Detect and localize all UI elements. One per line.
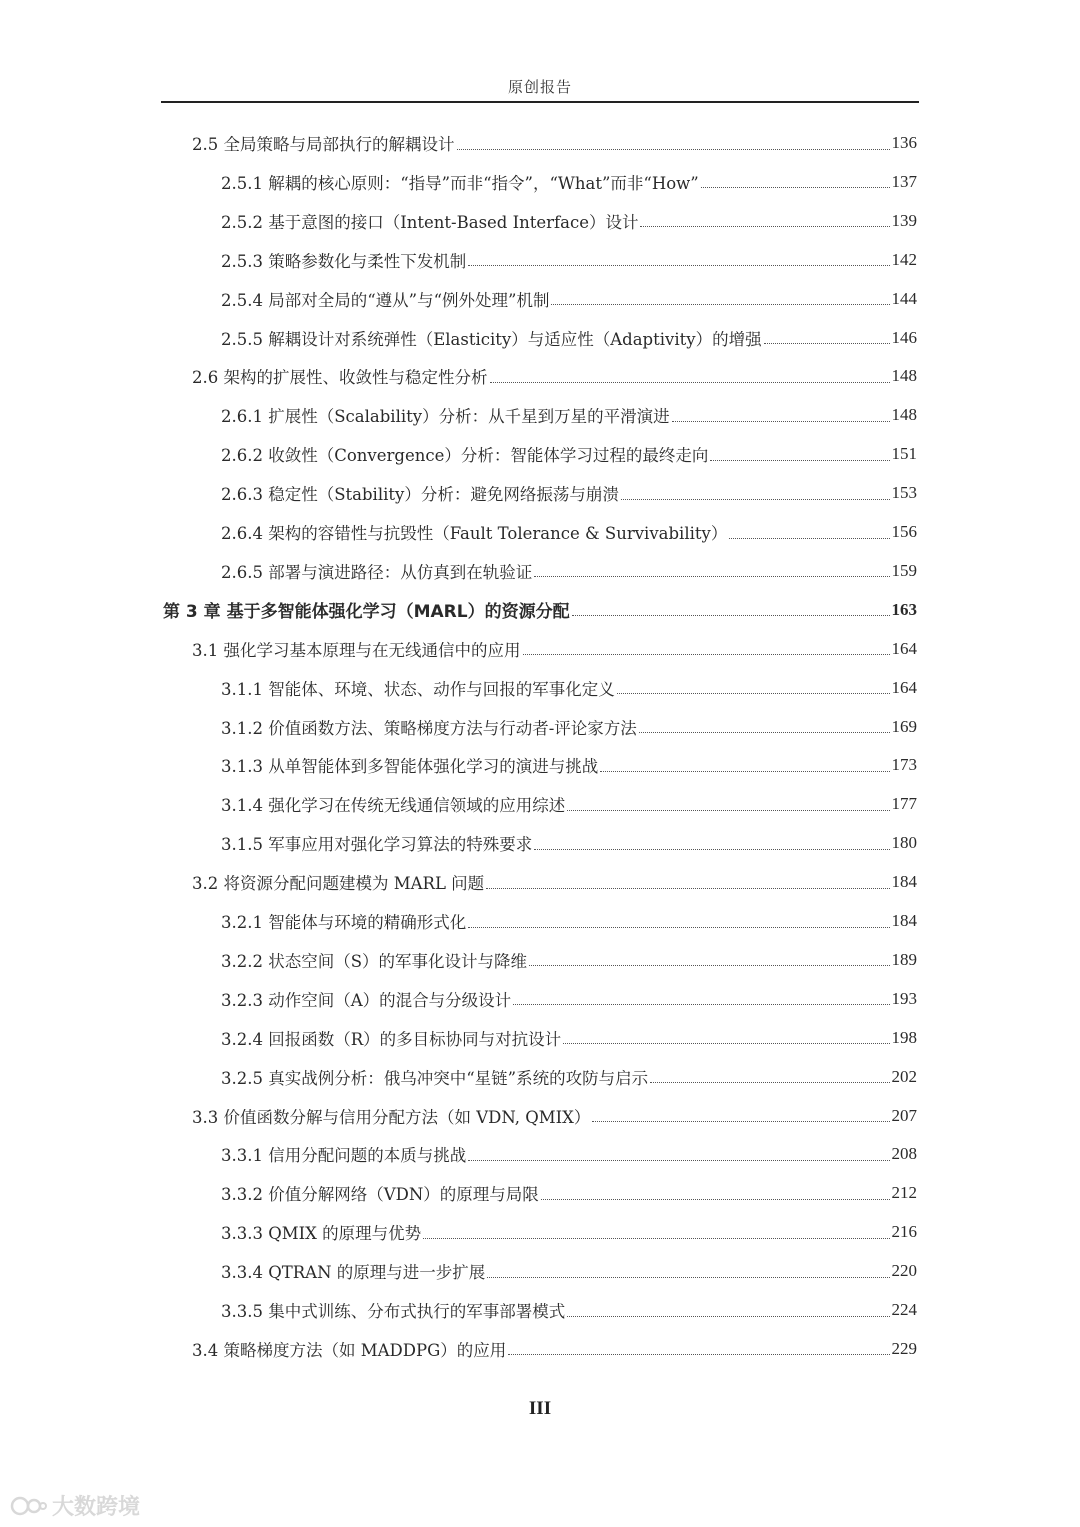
dot-leader [567,810,889,811]
dot-leader [541,1199,890,1200]
toc-entry-page: 153 [891,483,917,503]
dot-leader [423,1238,889,1239]
page-number: III [528,1398,552,1419]
dot-leader [640,226,889,227]
toc-entry-title: 2.6.1 扩展性（Scalability）分析：从千星到万星的平滑演进 [221,407,670,427]
toc-entry[interactable] [192,863,917,901]
dot-leader [513,1004,889,1005]
toc-entry-title: 3.3.3 QMIX 的原理与优势 [221,1224,422,1244]
toc-entry-page: 163 [891,599,917,619]
toc-entry-page: 189 [891,949,917,969]
dot-leader [764,343,890,344]
toc-entry-title: 3.1.2 价值函数方法、策略梯度方法与行动者-评论家方法 [221,718,637,738]
toc-entry[interactable] [221,824,917,862]
toc-entry-page: 177 [891,794,917,814]
toc-entry-page: 184 [891,911,917,930]
toc-entry-title: 2.6 架构的扩展性、收敛性与稳定性分析 [192,368,488,388]
toc-entry[interactable] [221,708,917,746]
toc-entry-title: 3.2.1 智能体与环境的精确形式化 [221,913,467,932]
toc-entry[interactable] [192,1097,917,1135]
toc-entry-page: 137 [891,171,917,191]
toc-entry[interactable] [192,1330,917,1368]
toc-entry[interactable] [221,1058,917,1096]
toc-entry-title: 3.3.4 QTRAN 的原理与进一步扩展 [221,1263,486,1283]
toc-entry-title: 3.1.4 强化学习在传统无线通信领域的应用综述 [221,796,566,816]
toc-entry-page: 229 [891,1338,917,1358]
toc-entry-page: 184 [891,872,917,892]
dot-leader [468,927,889,928]
toc-entry-page: 146 [891,327,917,347]
toc-entry[interactable] [221,1135,917,1173]
dot-leader [563,1043,889,1044]
toc-entry-title: 2.5.4 局部对全局的“遵从”与“例外处理”机制 [221,290,550,310]
toc-entry-page: 136 [891,133,917,152]
dot-leader [650,1082,889,1083]
dot-leader [701,187,890,188]
toc-entry[interactable] [221,1019,917,1057]
toc-entry-page: 216 [891,1222,917,1242]
toc-entry-page: 212 [891,1183,917,1203]
toc-entry-title: 3.3.1 信用分配问题的本质与挑战 [221,1146,467,1166]
toc-entry-page: 169 [891,716,917,736]
toc-entry-title: 3.1.3 从单智能体到多智能体强化学习的演进与挑战 [221,757,599,777]
toc-entry-title: 3.2 将资源分配问题建模为 MARL 问题 [192,874,485,894]
toc-entry-page: 198 [891,1027,917,1047]
toc-entry[interactable] [221,1291,917,1329]
toc-entry-title: 2.5.3 策略参数化与柔性下发机制 [221,251,467,271]
toc-entry-title: 3.3 价值函数分解与信用分配方法（如 VDN, QMIX） [192,1107,591,1127]
toc-entry[interactable] [221,902,917,940]
header-rule [161,101,919,103]
toc-entry-title: 2.5.2 基于意图的接口（Intent-Based Interface）设计 [221,212,639,232]
dot-leader [592,1121,889,1122]
toc-entry-title: 2.5.5 解耦设计对系统弹性（Elasticity）与适应性（Adaptivity）的增强 [221,329,762,349]
toc-entry-page: 156 [891,522,917,541]
dot-leader [710,460,889,461]
toc-entry-title: 2.5.1 解耦的核心原则：“指导”而非“指令”，“What”而非“How” [221,173,699,193]
toc-entry[interactable] [221,1174,917,1212]
toc-entry-page: 208 [891,1144,917,1164]
toc-entry-title: 3.1 强化学习基本原理与在无线通信中的应用 [192,640,521,660]
toc-entry-page: 180 [891,833,917,853]
toc-entry[interactable] [221,163,917,201]
toc-entry[interactable] [221,241,917,279]
toc-entry-page: 164 [891,677,917,697]
toc-entry[interactable] [221,280,917,318]
dot-leader [639,732,890,733]
toc-entry-title: 3.2.5 真实战例分析：俄乌冲突中“星链”系统的攻防与启示 [221,1068,649,1088]
toc-entry[interactable] [221,319,917,357]
dot-leader [486,888,889,889]
toc-entry-page: 220 [891,1261,917,1281]
dot-leader [621,499,890,500]
toc-entry[interactable] [221,669,917,707]
dot-leader [468,265,889,266]
watermark-text: 大数跨境 [52,1495,141,1520]
toc-entry-title: 第 3 章 基于多智能体强化学习（MARL）的资源分配 [163,602,570,623]
toc-entry-title: 2.6.5 部署与演进路径：从仿真到在轨验证 [221,562,533,582]
toc-entry-page: 151 [891,444,917,464]
dot-leader [508,1354,889,1355]
toc-entry[interactable] [221,552,917,590]
toc-entry-title: 3.3.5 集中式训练、分布式执行的军事部署模式 [221,1302,566,1321]
toc-entry-page: 139 [891,210,917,230]
dot-leader [490,382,890,383]
dot-leader [534,849,889,850]
toc-entry[interactable] [221,785,917,823]
toc-entry[interactable] [221,941,917,979]
watermark-logo-icon [10,1494,48,1518]
toc-entry-title: 3.2.4 回报函数（R）的多目标协同与对抗设计 [221,1029,562,1049]
toc-entry[interactable] [221,980,917,1018]
toc-entry[interactable] [163,591,917,629]
toc-entry-title: 3.3.2 价值分解网络（VDN）的原理与局限 [221,1185,539,1205]
toc-entry-page: 207 [891,1105,917,1125]
toc-entry-page: 224 [891,1300,917,1319]
dot-leader [617,693,890,694]
dot-leader [529,965,889,966]
dot-leader [534,576,889,577]
toc-entry[interactable] [221,513,917,551]
toc-entry-title: 3.2.2 状态空间（S）的军事化设计与降维 [221,951,528,971]
toc-entry-title: 3.1.5 军事应用对强化学习算法的特殊要求 [221,835,533,855]
dot-leader [567,1316,889,1317]
toc-entry-page: 173 [891,755,917,775]
toc-entry-title: 2.6.2 收敛性（Convergence）分析：智能体学习过程的最终走向 [221,446,709,466]
dot-leader [600,771,889,772]
dot-leader [672,421,890,422]
toc-entry-page: 144 [891,288,917,308]
toc-entry[interactable] [221,746,917,784]
toc-entry-page: 142 [891,249,917,269]
toc-entry[interactable] [221,1252,917,1290]
toc-entry[interactable] [192,357,917,395]
dot-leader [729,538,889,539]
toc-entry-page: 159 [891,560,917,580]
dot-leader [523,654,890,655]
toc-entry[interactable] [221,474,917,512]
dot-leader [487,1277,889,1278]
toc-entry-title: 2.5 全局策略与局部执行的解耦设计 [192,135,455,154]
toc-entry[interactable] [221,435,917,473]
toc-entry-page: 202 [891,1066,917,1086]
toc-entry-title: 2.6.3 稳定性（Stability）分析：避免网络振荡与崩溃 [221,485,619,505]
dot-leader [551,304,889,305]
toc-entry-title: 3.1.1 智能体、环境、状态、动作与回报的军事化定义 [221,679,615,699]
toc-entry-page: 148 [891,405,917,425]
toc-entry-title: 3.2.3 动作空间（A）的混合与分级设计 [221,990,512,1010]
toc-entry[interactable] [221,396,917,434]
toc-entry[interactable] [192,124,917,162]
running-header: 原创报告 [507,78,572,96]
toc-entry-page: 164 [891,638,917,658]
toc-entry-title: 3.4 策略梯度方法（如 MADDPG）的应用 [192,1340,507,1360]
dot-leader [468,1160,889,1161]
toc-entry[interactable] [192,630,917,668]
dot-leader [457,149,890,150]
toc-entry-page: 193 [891,988,917,1008]
toc-entry[interactable] [221,202,917,240]
toc-entry-page: 148 [891,366,917,386]
watermark [10,1490,140,1521]
toc-entry-title: 2.6.4 架构的容错性与抗毁性（Fault Tolerance & Survivability） [221,524,728,543]
dot-leader [572,615,890,616]
toc-entry[interactable] [221,1213,917,1251]
